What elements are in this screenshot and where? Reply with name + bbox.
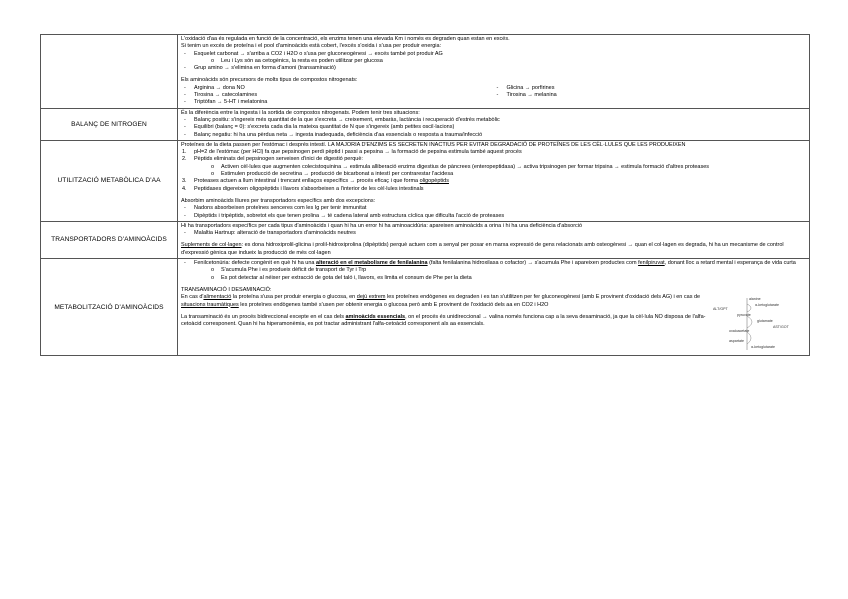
bullet-text: Equilibri (balanç = 0): s'excreta cada dia la mateixa quantitat de N que s'ingereix (amb petites oscil·lacions)	[194, 124, 455, 131]
label-glutamate: glutamate	[757, 319, 773, 324]
row-content-transporters	[178, 221, 810, 258]
text-span: La transaminació és un procés bidireccional excepte en el cas dels	[181, 313, 346, 320]
numbered-text: Pèptids eliminats del pepsinogen serveixen d'inici de digestió perquè:	[194, 156, 363, 163]
label-akg-2: α-ketoglutarate	[751, 345, 776, 350]
numbered-text: Peptidases digereixen oligopèptids i llavors s'absorbeixen a l'interior de les cèl·lules intestinals	[194, 185, 424, 192]
text-line: Proteïnes de la dieta passen per l'estómac i després intestí. LA MAJORIA D'ENZIMS ES SECRETEN INACTIUS PER EVITAR DEGRADACIÓ DE PROTEÏNES DE LES CÈL·LULES QUE LES PRODUEIXEN	[181, 141, 686, 148]
bullet-item: - Balanç positiu: s'ingereix més quantitat de la que s'excreta → creixement, embaràs, lactància i recuperació d'estrès metabòlic	[184, 116, 500, 123]
underlined-term: dejú extrem	[356, 294, 386, 301]
row-transporters	[41, 221, 810, 258]
row-metabolism	[41, 259, 810, 356]
text-span: les proteïnes endògenes es degraden i es tan s'utilitzen per fer gluconeogènesi (amb E provinent d'oxidació dels AG) i en cas de	[385, 294, 701, 301]
section-heading: TRANSAMINACIÓ I DESAMINACIÓ:	[181, 286, 272, 293]
ast-reaction-arc	[747, 332, 751, 344]
text-line: L'oxidació d'aa és regulada en funció de la concentració, els enzims tenen una elevada Km i només es degraden quan estan en excés.	[181, 36, 510, 42]
numbered-item: 2. Pèptids eliminats del pepsinogen serveixen d'inici de digestió perquè:	[182, 156, 363, 163]
row-content-utilization	[178, 140, 810, 221]
sub-bullet-text: Es pot detectar al néixer per extracció de gota del taló i, llavors, es limita el consum de Phe per la dieta	[221, 274, 472, 281]
bullet-text: Grup amino → s'elimina en forma d'amoni (transaminació)	[194, 65, 336, 72]
row-label-balance: BALANÇ DE NITROGEN	[41, 108, 178, 140]
underlined-term: fenilpiruvat	[638, 260, 665, 267]
label-ast: AST/GOT	[773, 325, 789, 330]
underlined-term: situacions traumàtiques	[181, 301, 239, 308]
text-line	[181, 294, 707, 309]
bullet-item: - Balanç negatiu: hi ha una pèrdua neta → ingesta inadequada, deficiència d'aa essencials o resposta a trauma/infecció	[184, 131, 483, 138]
sub-bullet-item: o Es pot detectar al néixer per extracció de gota del taló i, llavors, es limita el consum de Phe per la dieta	[211, 274, 472, 281]
text-span: En cas d'	[181, 294, 204, 301]
bullet-item: - Fenilcetonúria: defecte congènit en què hi ha una alteració en el metabolisme de fenilalanina (falta fenilalanina hidroxilasa o cofactor) → s'acumula Phe i apareixen productes com fenilpiruvat, donant lloc a retard mental i esperança de vida curta	[184, 260, 796, 267]
label-alanine: alanine	[749, 297, 761, 302]
bullet-item: - Equilibri (balanç = 0): s'excreta cada dia la mateixa quantitat de N que s'ingereix (amb petites oscil·lacions)	[184, 124, 455, 131]
bullet-item: - Nadons absorbeixen proteïnes senceres com les Ig per tenir immunitat	[184, 205, 367, 212]
bullet-item: - Arginina → dona NO	[184, 84, 245, 91]
text-span: la proteïna s'usa per produir energia o glucosa, en	[231, 294, 357, 301]
underlined-term: alimentació	[203, 294, 232, 301]
bullet-text: Triptòfan → 5-HT i melatonina	[194, 99, 268, 106]
sub-bullet-text: S'acumula Phe i es produeix dèficit de transport de Tyr i Trp	[221, 267, 367, 274]
bullet-item: - Malaltia Hartnup: alteració de transportadors d'aminoàcids neutres	[184, 230, 356, 237]
text-span: les proteïnes endògenes també s'usen per obtenir energia o glucosa però amb E provinent de l'oxidació dels aa en CO2 i H2O	[238, 301, 549, 308]
text-line: Els aminoàcids són precursors de molts tipus de compostos nitrogenats:	[181, 77, 358, 84]
label-alt: ALT/GPT	[713, 307, 728, 312]
bullet-text: Tirosina → melanina	[506, 92, 557, 99]
row-label-utilization: UTILITZACIÓ METABÒLICA D'AA	[41, 140, 178, 221]
text-line: És la diferència entre la ingesta i la sortida de compostos nitrogenats. Podem tenir tres situacions:	[181, 109, 420, 116]
numbered-item: 4. Peptidases digereixen oligopèptids i llavors s'absorbeixen a l'interior de les cèl·lules intestinals	[182, 185, 424, 192]
sub-bullet-text: Estimulen producció de secretina → producció de bicarbonat a intestí per contrarestar l'acidesa	[221, 171, 454, 178]
transamination-block	[181, 294, 806, 354]
numbered-item: 1. pH=2 de l'estómac (per HCl) fa que pepsinogen perdi pèptid i passi a pepsina → la formació de pepsina estimula també aquest procés	[182, 149, 522, 156]
bullet-item: - Triptòfan → 5-HT i melatonina	[184, 99, 268, 106]
transamination-text	[181, 294, 707, 354]
underlined-term: aminoàcids essencials	[345, 313, 406, 320]
bullet-text: Nadons absorbeixen proteïnes senceres com les Ig per tenir immunitat	[194, 205, 367, 212]
text-span: : es dona hidroxiprolil-glicina i prolil-hidroxiprolina (dipèptids) perquè actuen com a senyal per posar en marxa expressió de gens relacionats amb osteogènesi → quan el col·lagen es degrada, hi ha un mecanisme de control d'expressió gènica que indueix la producció de més col·lagen	[181, 242, 784, 256]
bullet-text: Malaltia Hartnup: alteració de transportadors d'aminoàcids neutres	[194, 230, 356, 237]
alt-reaction-arc	[747, 304, 751, 312]
label-pyruvate: pyruvate	[737, 313, 751, 318]
precursor-left-column	[181, 85, 494, 107]
row-content-metabolism	[178, 259, 810, 356]
label-aspartate: aspartate	[729, 339, 744, 344]
sub-bullet-item: o Estimulen producció de secretina → producció de bicarbonat a intestí per contrarestar l'acidesa	[211, 171, 454, 178]
row-label-empty	[41, 35, 178, 109]
bullet-item: - Esquelet carbonat → s'arriba a CO2 i H2O o s'usa per gluconeogènesi → excés també pot produir AG	[184, 50, 443, 57]
label-akg: α-ketoglutarate	[755, 303, 780, 308]
sub-bullet-item: o Activen cèl·lules que augmenten colecistoquinina → estimula alliberació enzims digestius de pàncrees (enteropeptidasa) → activa tripsinogen per formar tripsina → estimula formació d'altres proteases	[211, 163, 710, 170]
row-label-transporters: TRANSPORTADORS D'AMINOÀCIDS	[41, 221, 178, 258]
row-balance	[41, 108, 810, 140]
notes-table	[40, 34, 810, 356]
sub-bullet-text: Activen cèl·lules que augmenten colecistoquinina → estimula alliberació enzims digestius de pàncrees (enteropeptidasa) → activa tripsinogen per formar tripsina → estimula formació d'altres proteases	[221, 163, 710, 170]
row-content-balance	[178, 108, 810, 140]
row-label-metabolism: METABOLITZACIÓ D'AMINOÀCIDS	[41, 259, 178, 356]
text-line: Si tenim un excés de proteïna i el pool d'aminoàcids està cobert, l'excés s'oxida i s'usa per produir energia:	[181, 43, 442, 50]
text-span: (falta fenilalanina hidroxilasa o cofactor) → s'acumula Phe i apareixen productes com	[427, 260, 639, 267]
numbered-text: pH=2 de l'estómac (per HCl) fa que pepsinogen perdi pèptid i passi a pepsina → la formació de pepsina estimula també aquest procés	[194, 149, 522, 156]
text-span: , donant lloc a retard mental i esperança de vida curta	[664, 260, 796, 267]
bullet-item: - Glicina → porfirines	[496, 84, 555, 91]
bullet-text: Dipèptids i tripèptids, sobretot els que tenen prolina → té cadena lateral amb estructura cíclica que dificulta l'acció de proteases	[194, 212, 505, 219]
label-oxaloacetate: oxaloacetate	[729, 329, 750, 334]
row-regulation	[41, 35, 810, 109]
bullet-text: Esquelet carbonat → s'arriba a CO2 i H2O o s'usa per gluconeogènesi → excés també pot produir AG	[194, 50, 443, 57]
text-line: Absorbim aminoàcids lliures per transportadors específics amb dos excepcions:	[181, 197, 376, 204]
numbered-item: 3. Proteases actuen a llum intestinal i trencant enllaços específics → procés eficaç i que forma oligopèptids	[182, 178, 449, 185]
underlined-term: Suplements de col·lagen	[181, 242, 242, 249]
precursor-columns	[181, 85, 806, 107]
bullet-item: - Grup amino → s'elimina en forma d'amoni (transaminació)	[184, 65, 336, 72]
bullet-text: Glicina → porfirines	[506, 84, 555, 91]
underlined-term: oligopèptids	[419, 178, 449, 185]
sub-bullet-text: Leu i Lys són aa cetogènics, la resta es poden utilitzar per glucosa	[221, 57, 383, 64]
sub-bullet-item: o S'acumula Phe i es produeix dèficit de transport de Tyr i Trp	[211, 267, 367, 274]
bullet-item: - Tirosina → catecolamines	[184, 92, 258, 99]
transaminase-diagram	[711, 294, 806, 354]
text-line	[181, 314, 707, 329]
bullet-text: Balanç negatiu: hi ha una pèrdua neta → ingesta inadequada, deficiència d'aa essencials o resposta a trauma/infecció	[194, 131, 483, 138]
underlined-term: alteració en el metabolisme de fenilalanina	[316, 260, 428, 267]
numbered-text: Proteases actuen a llum intestinal i trencant enllaços específics → procés eficaç i que forma	[194, 178, 420, 185]
text-line: Hi ha transportadors específics per cada tipus d'aminoàcids i quan hi ha un error hi ha aminoacidúria: apareixen aminoàcids a orina i hi ha una deficiència d'absorció	[181, 222, 583, 229]
bullet-item: - Tirosina → melanina	[496, 92, 557, 99]
row-utilization	[41, 140, 810, 221]
bullet-text: Balanç positiu: s'ingereix més quantitat de la que s'excreta → creixement, embaràs, lactància i recuperació d'estrès metabòlic	[194, 116, 500, 123]
bullet-text: Tirosina → catecolamines	[194, 92, 258, 99]
sub-bullet-item: o Leu i Lys són aa cetogènics, la resta es poden utilitzar per glucosa	[211, 57, 383, 64]
row-content-regulation	[178, 35, 810, 109]
glutamate-arc	[747, 316, 752, 328]
text-line	[181, 242, 806, 257]
bullet-item: - Dipèptids i tripèptids, sobretot els que tenen prolina → té cadena lateral amb estructura cíclica que dificulta l'acció de proteases	[184, 212, 505, 219]
text-span: , on el procés és unidireccional → valina només funciona cap a la seva desaminació, ja que la cèl·lula NO disposa de l'alfa-cetoàcid corresponent. Quan hi ha hiperamonèmia, es pot tractar administrant l'alfa-cetoàcid corresponent als aa essencials.	[181, 313, 706, 328]
text-span: Fenilcetonúria: defecte congènit en què hi ha una	[194, 260, 317, 267]
bullet-text: Arginina → dona NO	[194, 84, 245, 91]
precursor-right-column	[494, 85, 807, 107]
